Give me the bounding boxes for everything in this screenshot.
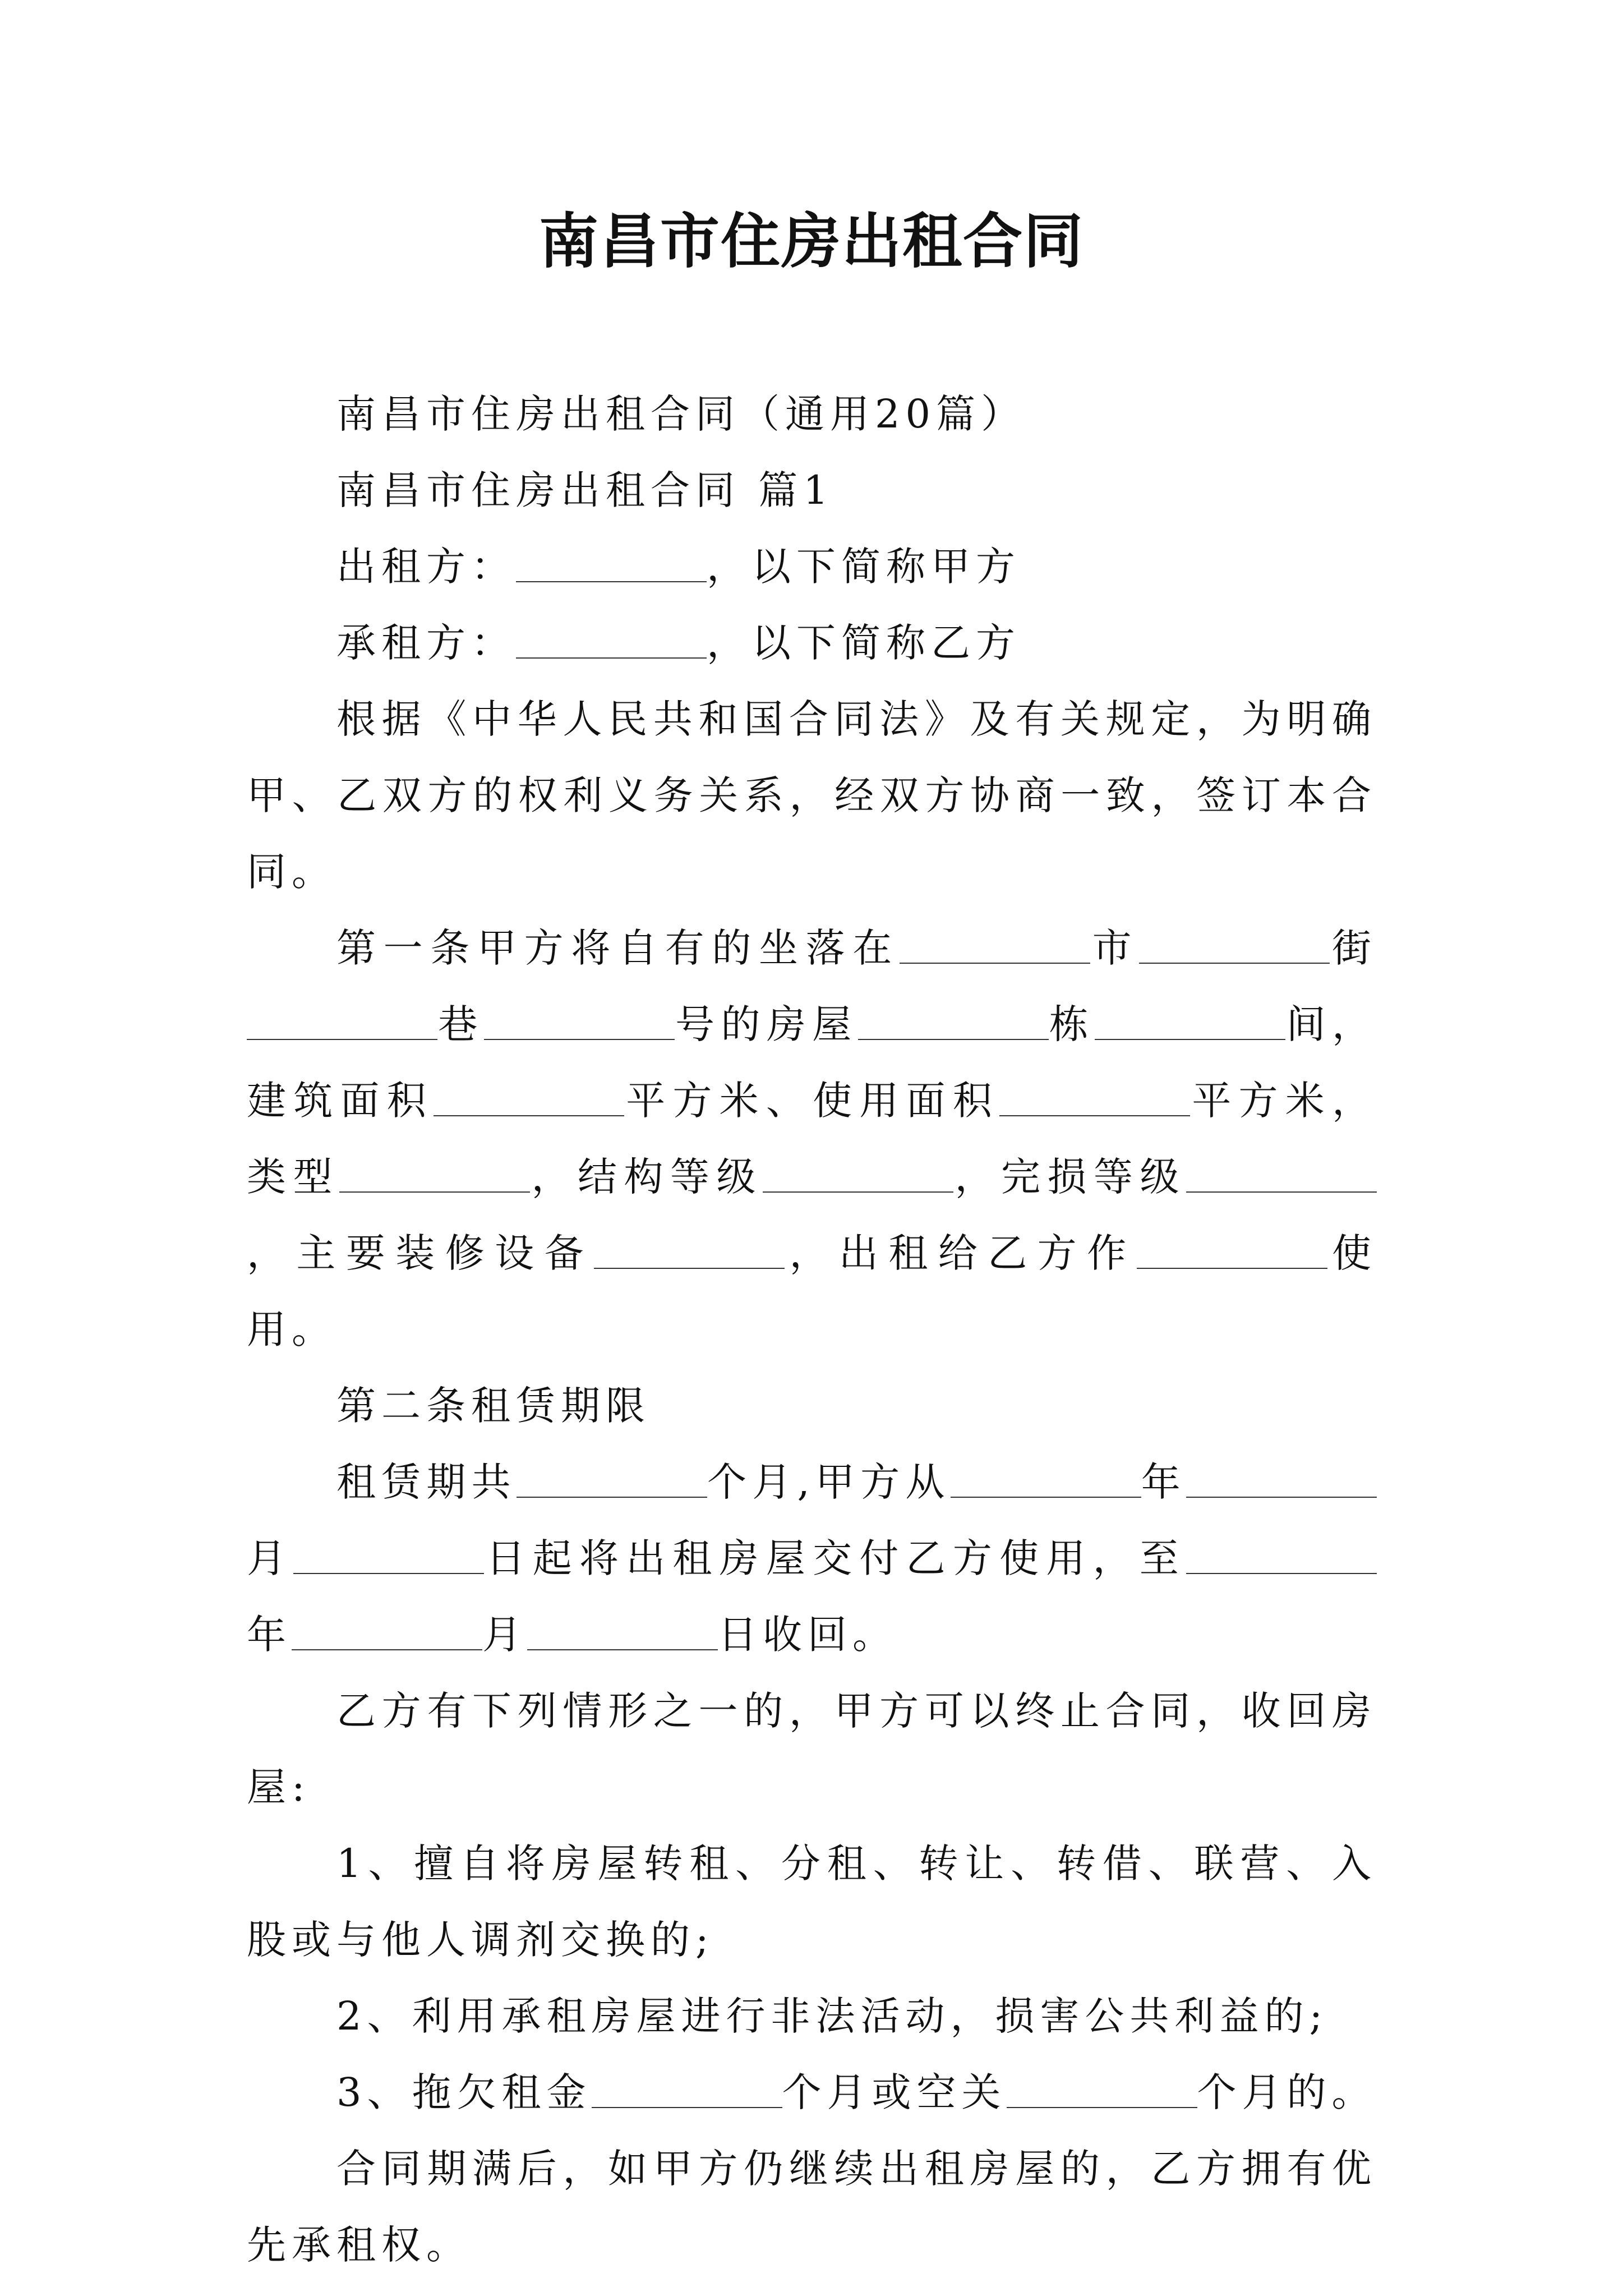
blank-field [292, 1618, 482, 1650]
blank-field [516, 550, 707, 582]
termination-item-1: 1、擅自将房屋转租、分租、转让、转借、联营、入股或与他人调剂交换的; [247, 1841, 1377, 1963]
blank-field [1095, 1007, 1285, 1040]
renewal-paragraph: 合同期满后，如甲方仍继续出租房屋的，乙方拥有优先承租权。 [247, 2146, 1377, 2268]
blank-field [592, 2076, 782, 2108]
blank-field [516, 626, 707, 659]
document-title: 南昌市住房出租合同 [539, 206, 1084, 276]
blank-field [900, 931, 1090, 964]
document-subtitle: 南昌市住房出租合同（通用20篇） [336, 391, 1026, 437]
lessor-line: 出租方： ，以下简称甲方 [336, 544, 1021, 590]
termination-intro: 乙方有下列情形之一的，甲方可以终止合同，收回房屋: [247, 1688, 1377, 1810]
blank-field [951, 1465, 1141, 1498]
term-paragraph: 租赁期共 个月,甲方从 年月 日起将出租房屋交付乙方使用，至年 月 日收回。 [247, 1444, 1377, 1673]
blank-field [339, 1160, 530, 1193]
clause-1-paragraph: 第一条甲方将自有的坐落在 市 街巷 号的房屋 栋 间，建筑面积 平方米、使用面积 平方米，类型 ，结构等级 ，完损等级，主要装修设备 ，出租给乙方作 使用。 [247, 925, 1377, 1352]
termination-item-3: 3、拖欠租金 个月或空关 个月的。 [336, 2069, 1377, 2115]
blank-field [1007, 2076, 1197, 2108]
preamble-paragraph: 根据《中华人民共和国合同法》及有关规定，为明确甲、乙双方的权利义务关系，经双方协商一致，签订本合同。 [247, 696, 1377, 895]
blank-field [434, 1084, 624, 1116]
blank-field [1186, 1542, 1377, 1574]
blank-field [999, 1084, 1190, 1116]
blank-field [1137, 1236, 1327, 1269]
blank-field [1139, 931, 1330, 964]
blank-field [1186, 1160, 1377, 1193]
blank-field [517, 1465, 707, 1498]
blank-field [858, 1007, 1049, 1040]
blank-field [484, 1007, 675, 1040]
clause-2-heading: 第二条租赁期限 [336, 1383, 651, 1429]
blank-field [527, 1618, 718, 1650]
termination-item-2: 2、利用承租房屋进行非法活动，损害公共利益的; [336, 1993, 1329, 2039]
lessee-line: 承租方： ，以下简称乙方 [336, 620, 1021, 666]
blank-field [247, 1007, 437, 1040]
document-body [247, 376, 1377, 2283]
article-heading: 南昌市住房出租合同 篇1 [336, 467, 834, 513]
blank-field [293, 1542, 484, 1574]
blank-field [763, 1160, 953, 1193]
blank-field [594, 1236, 785, 1269]
blank-field [1186, 1465, 1377, 1498]
